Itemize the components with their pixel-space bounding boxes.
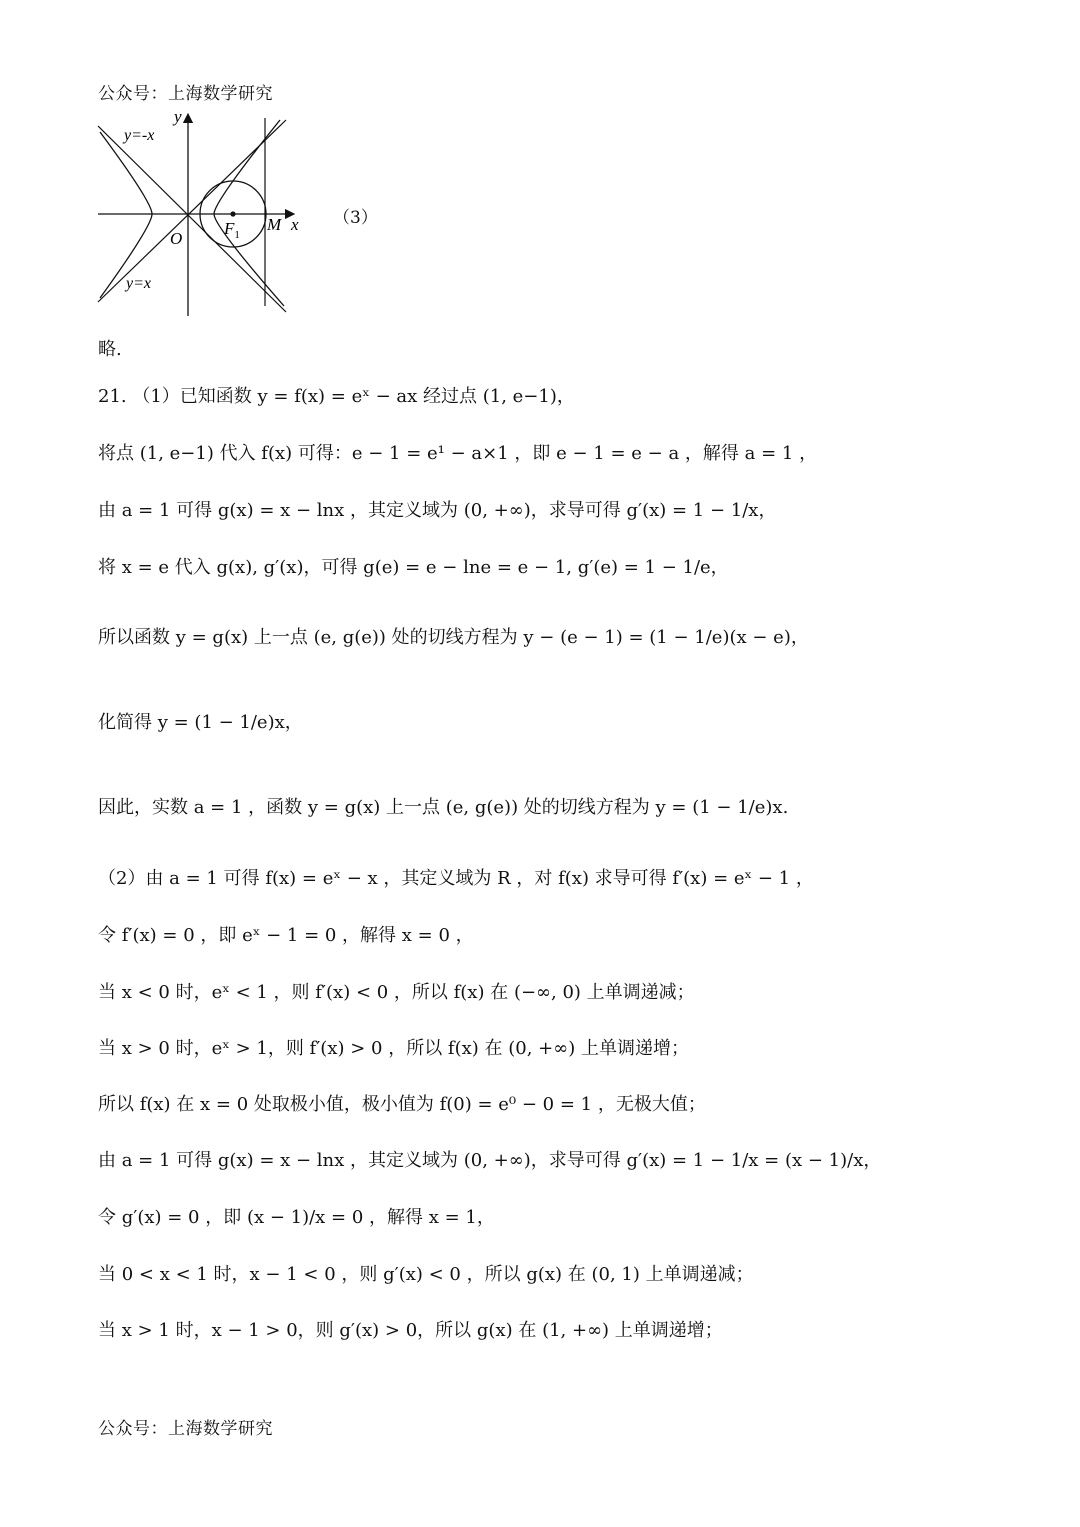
hyperbola-figure xyxy=(94,106,314,320)
text-line-7: 化简得 y = (1 − 1/e)x， xyxy=(98,712,303,733)
text-line-2: 21. （1）已知函数 y = f(x) = eˣ − ax 经过点 (1, e−1)， xyxy=(98,386,575,407)
text-line-9: （2）由 a = 1 可得 f(x) = eˣ − x ，其定义域为 R ，对 f(x) 求导可得 f′(x) = eˣ − 1 ， xyxy=(98,868,814,889)
text-line-14: 由 a = 1 可得 g(x) = x − lnx ，其定义域为 (0, +∞)，求导可得 g′(x) = 1 − 1/x = (x − 1)/x， xyxy=(98,1150,882,1171)
label-y: y xyxy=(174,107,182,126)
text-line-12: 当 x > 0 时，eˣ > 1，则 f′(x) > 0 ，所以 f(x) 在 (0, +∞) 上单调递增； xyxy=(98,1038,689,1059)
label-x: x xyxy=(291,215,299,234)
watermark-bottom: 公众号：上海数学研究 xyxy=(98,1419,273,1439)
text-line-16: 当 0 < x < 1 时，x − 1 < 0 ，则 g′(x) < 0 ，所以 g(x) 在 (0, 1) 上单调递减； xyxy=(98,1264,754,1285)
label-origin: O xyxy=(170,229,183,248)
label-asymptote-bottom: y=x xyxy=(126,275,151,292)
text-line-1: 略. xyxy=(98,339,122,360)
watermark-top: 公众号：上海数学研究 xyxy=(98,84,273,104)
text-line-5: 将 x = e 代入 g(x), g′(x)，可得 g(e) = e − lne = e − 1, g′(e) = 1 − 1/e， xyxy=(98,557,729,578)
text-line-17: 当 x > 1 时，x − 1 > 0，则 g′(x) > 0，所以 g(x) 在 (1, +∞) 上单调递增； xyxy=(98,1320,723,1341)
hyperbola-right-branch xyxy=(214,120,284,306)
focus-point xyxy=(230,211,235,216)
text-line-3: 将点 (1, e−1) 代入 f(x) 可得：e − 1 = e¹ − a×1 ，即 e − 1 = e − a ，解得 a = 1 ， xyxy=(98,443,818,464)
text-line-15: 令 g′(x) = 0 ，即 (x − 1)/x = 0 ，解得 x = 1， xyxy=(98,1207,495,1228)
label-m: M xyxy=(267,215,282,234)
text-line-13: 所以 f(x) 在 x = 0 处取极小值，极小值为 f(0) = e⁰ − 0 = 1 ，无极大值； xyxy=(98,1094,706,1115)
text-line-6: 所以函数 y = g(x) 上一点 (e, g(e)) 处的切线方程为 y − (e − 1) = (1 − 1/e)(x − e)， xyxy=(98,627,809,648)
label-asymptote-top: y=-x xyxy=(124,127,155,144)
text-line-4: 由 a = 1 可得 g(x) = x − lnx ，其定义域为 (0, +∞)，求导可得 g′(x) = 1 − 1/x， xyxy=(98,500,777,521)
text-line-10: 令 f′(x) = 0 ，即 eˣ − 1 = 0 ，解得 x = 0 ， xyxy=(98,925,474,946)
figure-label: （3） xyxy=(333,208,378,228)
text-line-8: 因此，实数 a = 1 ，函数 y = g(x) 上一点 (e, g(e)) 处的切线方程为 y = (1 − 1/e)x. xyxy=(98,797,789,818)
text-line-11: 当 x < 0 时，eˣ < 1 ，则 f′(x) < 0 ，所以 f(x) 在 (−∞, 0) 上单调递减； xyxy=(98,982,695,1003)
hyperbola-left-branch xyxy=(100,132,152,298)
label-focus: $F_1$ xyxy=(224,219,240,241)
